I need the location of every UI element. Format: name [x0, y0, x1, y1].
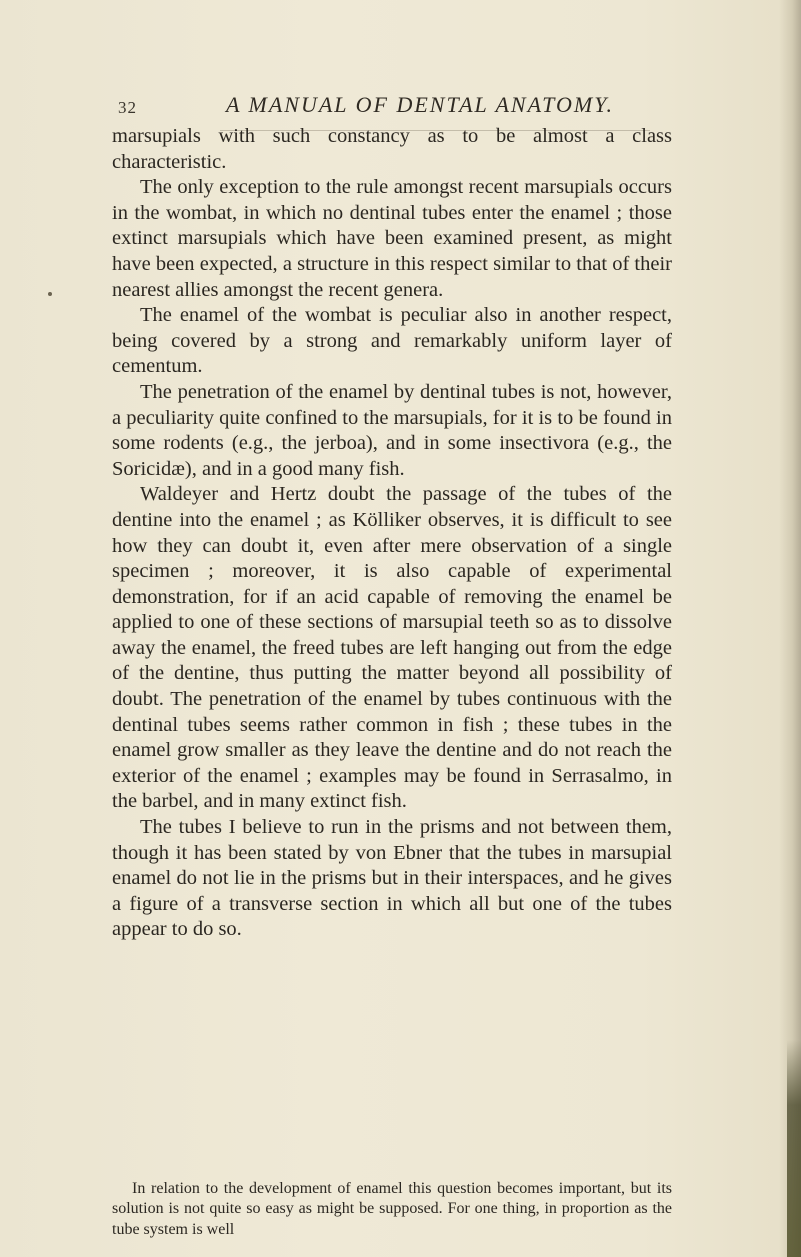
- paragraph: marsupials with such constancy as to be almost a class characteristic.: [112, 125, 672, 173]
- footnote: [112, 1179, 672, 1240]
- footnote-text: In relation to the development of enamel this question becomes important, but its solution is not quite so easy as might be supposed. For one thing, in proportion as the tube system is well: [112, 1180, 672, 1238]
- page-edge-binding: [787, 1040, 801, 1257]
- margin-speck: [48, 292, 52, 296]
- paragraph: The penetration of the enamel by dentinal tubes is not, however, a peculiarity quite confined to the marsupials, for it is to be found in some rodents (e.g., the jerboa), and in some insectivora (e.g., the Soricidæ), and in a good many fish.: [112, 380, 672, 480]
- page-number: 32: [118, 98, 137, 117]
- running-head: A MANUAL OF DENTAL ANATOMY.: [226, 92, 614, 117]
- paragraph: The only exception to the rule amongst recent marsupials occurs in the wombat, in which no dentinal tubes enter the enamel ; those extinct marsupials which have been examined present, as might have been expected, a structure in this respect similar to that of their nearest allies amongst the recent genera.: [112, 176, 672, 301]
- paragraph: The tubes I believe to run in the prisms and not between them, though it has been stated by von Ebner that the tubes in marsupial enamel do not lie in the prisms but in their interspaces, and he gives a figure of a transverse section in which all but one of the tubes appear to do so.: [112, 816, 672, 941]
- body-text: [112, 124, 672, 943]
- paragraph: Waldeyer and Hertz doubt the passage of the tubes of the dentine into the enamel ; as Kölliker observes, it is difficult to see how they can doubt it, even after mere observation of a single specimen ; moreover, it is also capable of experimental demonstration, for if an acid capable of removing the enamel be applied to one of these sections of marsupial teeth so as to dissolve away the enamel, the freed tubes are left hanging out from the edge of the dentine, thus putting the matter beyond all possibility of doubt. The penetration of the enamel by tubes continuous with the dentinal tubes seems rather common in fish ; these tubes in the enamel grow smaller as they leave the dentine and do not reach the exterior of the enamel ; examples may be found in Serrasalmo, in the barbel, and in many extinct fish.: [112, 483, 672, 813]
- paragraph: The enamel of the wombat is peculiar also in another respect, being covered by a strong and remarkably uniform layer of cementum.: [112, 304, 672, 378]
